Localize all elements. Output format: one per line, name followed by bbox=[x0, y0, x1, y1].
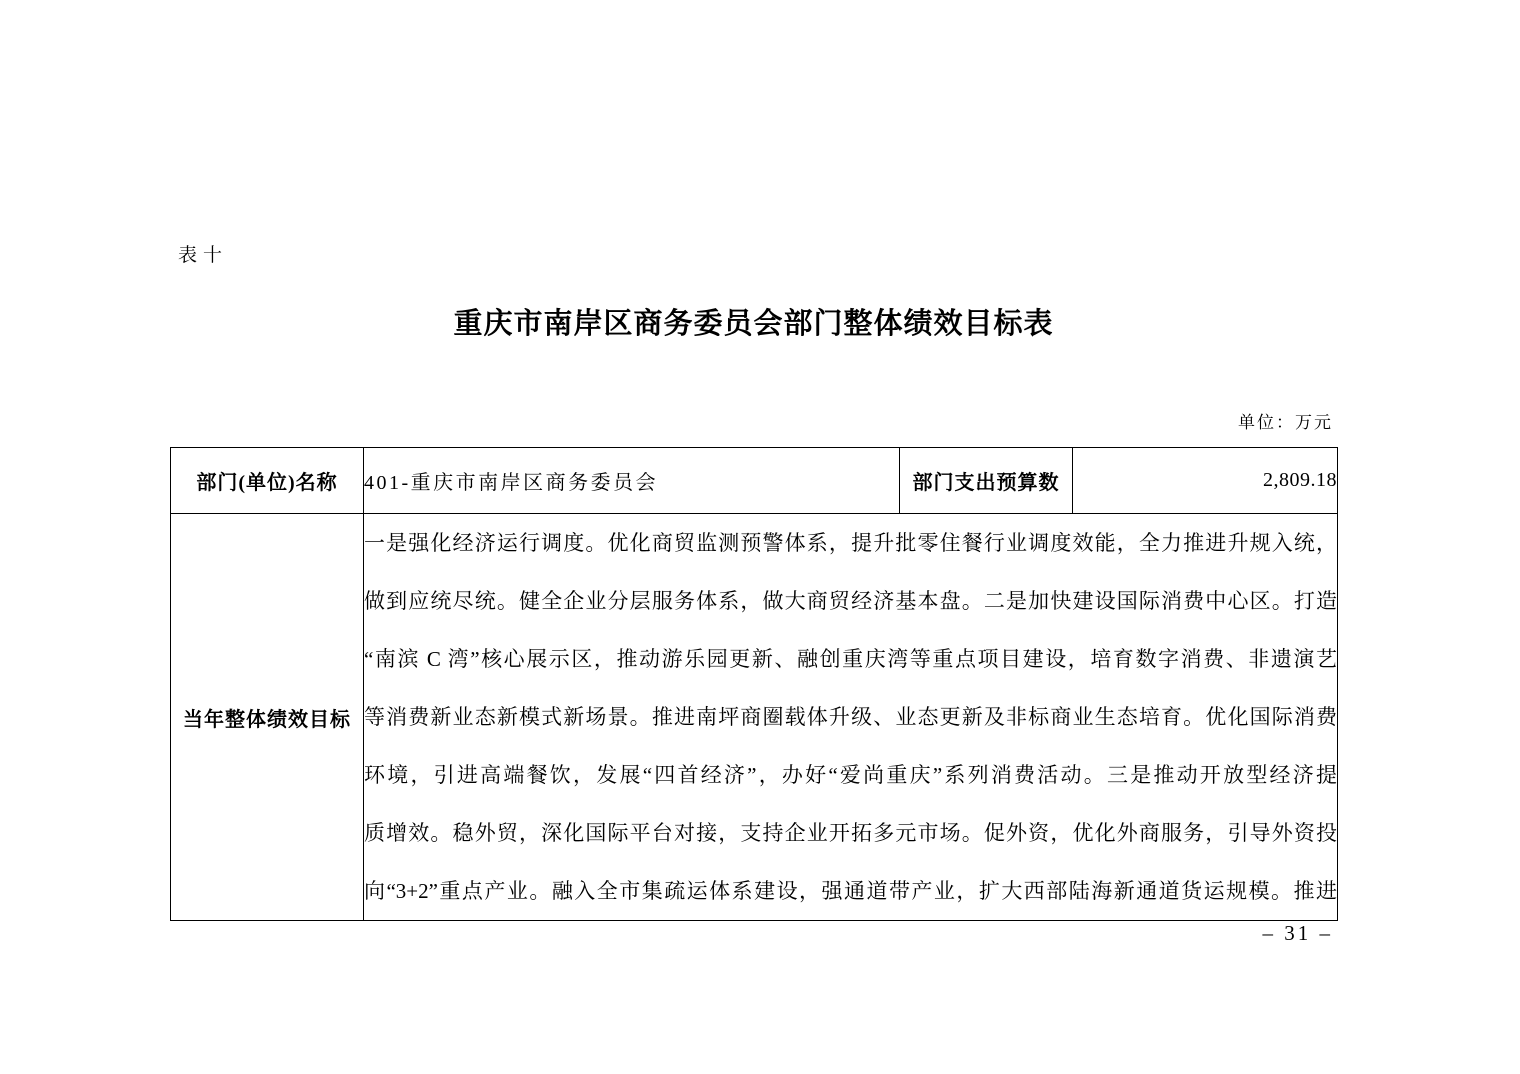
dept-name-label-cell: 部门(单位)名称 bbox=[171, 448, 364, 514]
table-number-label: 表十 bbox=[178, 245, 229, 266]
goal-text-line: “南滨 C 湾”核心展示区，推动游乐园更新、融创重庆湾等重点项目建设，培育数字消费、非遗演艺 bbox=[364, 647, 1337, 671]
goal-text-line: 一是强化经济运行调度。优化商贸监测预警体系，提升批零住餐行业调度效能，全力推进升规入统， bbox=[364, 531, 1337, 555]
table-row-department bbox=[171, 448, 1338, 514]
goal-text-line: 质增效。稳外贸，深化国际平台对接，支持企业开拓多元市场。促外资，优化外商服务，引导外资投 bbox=[364, 821, 1337, 845]
page-title: 重庆市南岸区商务委员会部门整体绩效目标表 bbox=[453, 308, 1054, 340]
annual-goal-text-cell bbox=[364, 514, 1338, 921]
goal-text-line: 向“3+2”重点产业。融入全市集疏运体系建设，强通道带产业，扩大西部陆海新通道货运规模。推进 bbox=[364, 879, 1337, 903]
annual-goal-label-cell: 当年整体绩效目标 bbox=[171, 514, 364, 921]
budget-value-cell: 2,809.18 bbox=[1073, 448, 1338, 514]
table-row-annual-goal bbox=[171, 514, 1338, 921]
dept-name-value-cell: 401-重庆市南岸区商务委员会 bbox=[364, 448, 900, 514]
performance-target-table bbox=[170, 447, 1338, 921]
page-number: – 31 – bbox=[1262, 921, 1333, 945]
goal-text-line: 环境，引进高端餐饮，发展“四首经济”，办好“爱尚重庆”系列消费活动。三是推动开放型经济提 bbox=[364, 763, 1337, 787]
budget-label-cell: 部门支出预算数 bbox=[900, 448, 1073, 514]
goal-text-line: 做到应统尽统。健全企业分层服务体系，做大商贸经济基本盘。二是加快建设国际消费中心区。打造 bbox=[364, 589, 1337, 613]
goal-text-line: 等消费新业态新模式新场景。推进南坪商圈载体升级、业态更新及非标商业生态培育。优化国际消费 bbox=[364, 705, 1337, 729]
unit-note: 单位：万元 bbox=[1238, 413, 1333, 432]
